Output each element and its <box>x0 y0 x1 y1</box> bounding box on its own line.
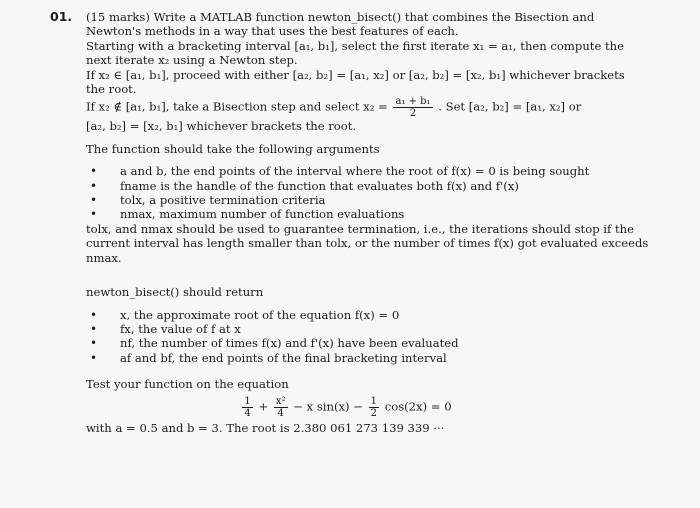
if-inside-line-1: If x₂ ∈ [a₁, b₁], proceed with either [a₂, b₂] = [a₁, x₂] or [a₂, b₂] = [x₂, b₁] whichever brackets <box>86 67 625 82</box>
intro-line-1: (15 marks) Write a MATLAB function newton_bisect() that combines the Bisection and <box>86 10 595 24</box>
if-inside-line-2: the root. <box>86 82 137 97</box>
eq-fraction-quarter: $\frac{1}{4}$ <box>244 395 251 419</box>
question-number: 01. <box>50 9 73 24</box>
arguments-heading: The function should take the following arguments <box>86 141 380 156</box>
bullet-icon: • <box>90 350 98 365</box>
bullet-icon: • <box>90 321 98 336</box>
start-line-1: Starting with a bracketing interval [a₁, b₁], select the first iterate x₁ = a₁, then compute the <box>86 38 624 53</box>
list-item: • nf, the number of times f(x) and f'(x) have been evaluated <box>90 336 459 351</box>
bullet-icon: • <box>90 178 98 193</box>
list-item: • fx, the value of f at x <box>90 321 241 336</box>
returns-heading: newton_bisect() should return <box>86 285 264 300</box>
test-equation <box>46 396 646 419</box>
eq-fraction-x-squared: $\frac{\text{x²}}{4}$ <box>275 395 286 419</box>
termination-line-3: nmax. <box>86 250 122 265</box>
bullet-icon: • <box>90 307 98 322</box>
midpoint-fraction <box>393 96 432 119</box>
midpoint-numerator: a₁ + b₁ <box>395 96 431 108</box>
if-outside-line-1 <box>86 96 646 119</box>
final-line: with a = 0.5 and b = 3. The root is 2.380 061 273 139 339 ··· <box>86 420 445 435</box>
eq-fraction-half: $\frac{1}{2}$ <box>370 395 378 419</box>
if-outside-prefix: If x₂ ∉ [a₁, b₁], take a Bisection step and select x₂ = <box>86 99 388 114</box>
list-item: • tolx, a positive termination criteria <box>90 193 326 208</box>
if-outside-suffix: . Set [a₂, b₂] = [a₁, x₂] or <box>438 99 582 114</box>
list-item: • a and b, the end points of the interval where the root of f(x) = 0 is being sought <box>90 164 590 179</box>
bullet-icon: • <box>90 207 98 222</box>
eq-tail: cos(2x) = 0 <box>384 399 452 414</box>
list-item: • nmax, maximum number of function evaluations <box>90 207 405 222</box>
start-line-2: next iterate x₂ using a Newton step. <box>86 53 298 68</box>
termination-line-1: tolx, and nmax should be used to guarantee termination, i.e., the iterations should stop if the <box>86 221 634 236</box>
test-heading: Test your function on the equation <box>86 377 289 392</box>
question-body <box>86 10 649 435</box>
eq-middle: − x sin(x) − <box>293 399 363 414</box>
termination-line-2: current interval has length smaller than tolx, or the number of times f(x) got evaluated exceeds <box>86 236 649 251</box>
list-item: • af and bf, the end points of the final bracketing interval <box>90 350 447 365</box>
bullet-icon: • <box>90 164 98 179</box>
arguments-list <box>86 164 646 222</box>
midpoint-denominator: 2 <box>409 108 417 120</box>
bullet-icon: • <box>90 336 98 351</box>
intro-line-2: Newton's methods in a way that uses the best features of each. <box>86 24 459 39</box>
list-item: • x, the approximate root of the equation f(x) = 0 <box>90 307 400 322</box>
returns-list <box>86 308 646 366</box>
eq-plus: + <box>258 399 269 414</box>
if-outside-line-2: [a₂, b₂] = [x₂, b₁] whichever brackets the root. <box>86 119 357 134</box>
bullet-icon: • <box>90 193 98 208</box>
list-item: • fname is the handle of the function that evaluates both f(x) and f'(x) <box>90 178 519 193</box>
